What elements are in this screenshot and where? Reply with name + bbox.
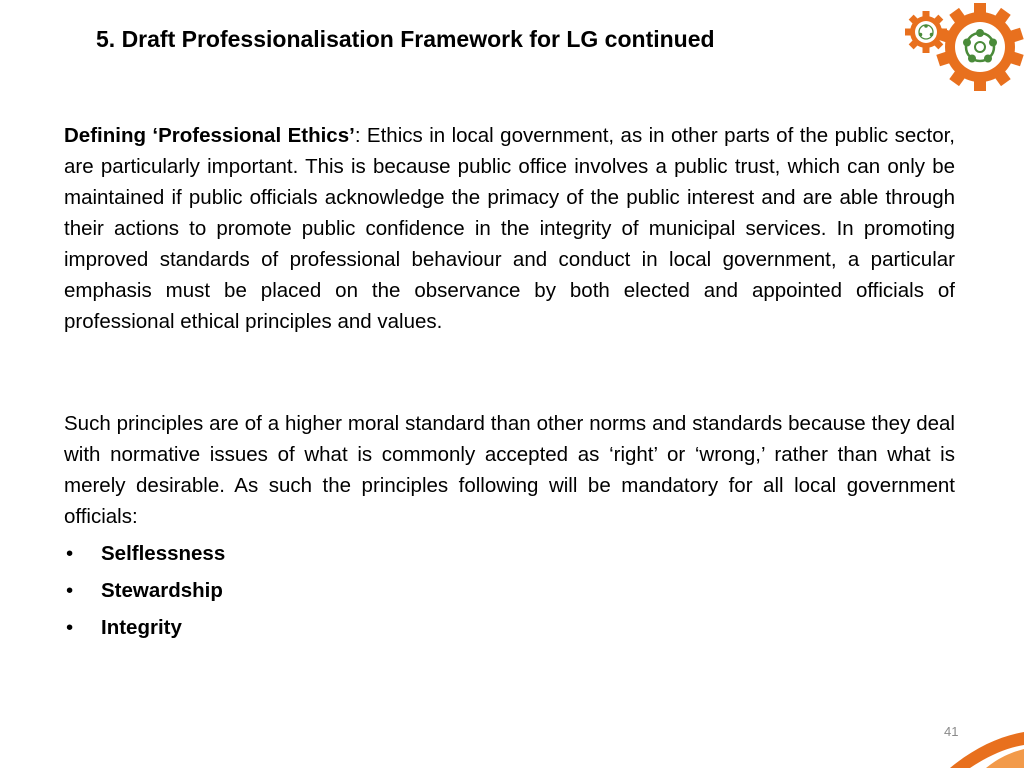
bullet-marker: • [66, 616, 74, 639]
list-item-label: Stewardship [101, 579, 223, 602]
principles-list [64, 538, 225, 649]
bullet-marker: • [66, 579, 74, 602]
list-item-label: Integrity [101, 616, 182, 639]
list-item [64, 575, 225, 612]
paragraph-lead: Defining ‘Professional Ethics’ [64, 124, 355, 147]
page-number: 41 [944, 724, 959, 739]
swoosh-decoration [930, 712, 1024, 768]
bullet-marker: • [66, 542, 74, 565]
gear-logo-icon [900, 0, 1024, 98]
paragraph-principles: Such principles are of a higher moral standard than other norms and standards because they deal with normative issues of what is commonly accepted as ‘right’ or ‘wrong,’ rather than what is merely desirable. As such the principles following will be mandatory for all local government officials: [64, 412, 955, 528]
list-item-label: Selflessness [101, 542, 226, 565]
paragraph-professional-ethics [64, 120, 955, 337]
list-item [64, 612, 225, 649]
paragraph-body: : Ethics in local government, as in other parts of the public sector, are particularly important. This is because public office involves a public trust, which can only be maintained if public officials acknowledge the primacy of the public interest and are able through their actions to promote public confidence in the integrity of municipal services. In promoting improved standards of professional behaviour and conduct in local government, a particular emphasis must be placed on the observance by both elected and appointed officials of professional ethical principles and values. [64, 124, 955, 333]
slide-title: 5. Draft Professionalisation Framework for LG continued [96, 26, 715, 52]
list-item [64, 538, 225, 575]
